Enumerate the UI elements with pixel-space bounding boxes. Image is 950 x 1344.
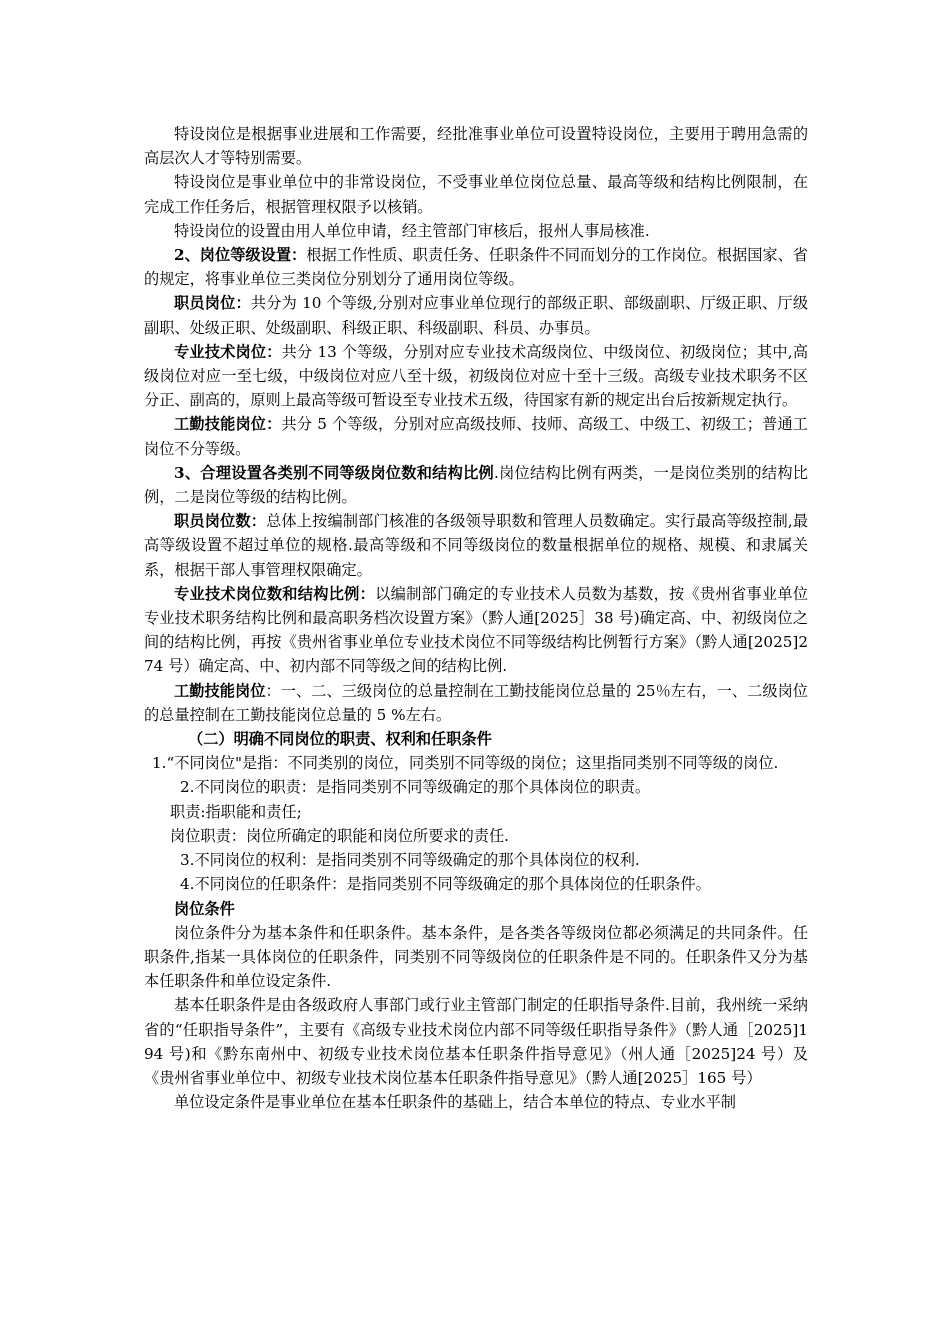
heading-technical-post: 专业技术岗位： [174, 342, 282, 361]
heading-skill-post-ratio: 工勤技能岗位 [174, 681, 266, 700]
paragraph-technical-post [144, 340, 808, 413]
paragraph-post-duties: 2.不同岗位的职责：是指同类别不同等级确定的那个具体岗位的职责。 [180, 778, 651, 797]
text-staff-post: 共分为 10 个等级,分别对应事业单位现行的部级正职、部级副职、厅级正职、厅级副职、处级正职、处级副职、科级正职、科级副职、科员、办事员。 [144, 294, 809, 337]
text-post-grade-setting: 根据工作性质、职责任务、任职条件不同而划分的工作岗位。根据国家、省的规定，将事业单位三类岗位分别划分了通用岗位等级。 [144, 246, 808, 289]
paragraph-staff-post-count [144, 509, 808, 582]
text-skill-post: 共分 5 个等级，分别对应高级技师、技师、高级工、中级工、初级工；普通工岗位不分等级。 [144, 415, 808, 458]
paragraph-post-qualifications: 4.不同岗位的任职条件：是指同类别不同等级确定的那个具体岗位的任职条件。 [180, 875, 711, 894]
paragraph-different-posts: 1.“不同岗位"是指：不同类别的岗位，同类别不同等级的岗位；这里指同类别不同等级的岗位. [152, 754, 779, 773]
heading-staff-post-count: 职员岗位数： [174, 512, 267, 531]
paragraph-basic-qualification: 基本任职条件是由各级政府人事部门或行业主管部门制定的任职指导条件.目前，我州统一采纳省的“任职指导条件”，主要有《高级专业技术岗位内部不同等级任职指导条件》（黔人通［2025]194 号)和《黔东南州中、初级专业技术岗位基本任职条件指导意见》（州人通［2025]24 号）及《贵州省事业单位中、初级专业技术岗位基本任职条件指导意见》（黔人通[2025］165 号） [144, 996, 808, 1087]
text-technical-post: 共分 13 个等级，分别对应专业技术高级岗位、中级岗位、初级岗位；其中,高级岗位对应一至七级，中级岗位对应八至十级，初级岗位对应十至十三级。高级专业技术职务不区分正、副高的，原则上最高等级可暂设至专业技术五级，待国家有新的规定出台后按新规定执行。 [144, 342, 809, 410]
heading-structure-ratio: 3、合理设置各类别不同等级岗位数和结构比例 [174, 463, 494, 482]
text-staff-post-count: 总体上按编制部门核准的各级领导职数和管理人员数确定。实行最高等级控制,最高等级设置不超过单位的规格.最高等级和不同等级岗位的数量根据单位的规格、规模、和隶属关系，根据干部人事管理权限确定。 [144, 512, 809, 579]
paragraph-staff-post [144, 291, 808, 339]
paragraph-post-duty-definition: 岗位职责：岗位所确定的职能和岗位所要求的责任. [170, 826, 509, 845]
paragraph-conditions-types: 岗位条件分为基本条件和任职条件。基本条件，是各类各等级岗位都必须满足的共同条件。任职条件,指某一具体岗位的任职条件，同类别不同等级岗位的任职条件是不同的。任职条件又分为基本任职条件和单位设定条件. [144, 923, 808, 991]
heading-post-conditions: 岗位条件 [174, 899, 235, 918]
paragraph-post-rights: 3.不同岗位的权利：是指同类别不同等级确定的那个具体岗位的权利. [180, 851, 640, 870]
paragraph-special-post-nature: 特设岗位是事业单位中的非常设岗位，不受事业单位岗位总量、最高等级和结构比例限制，在完成工作任务后，根据管理权限予以核销。 [144, 173, 808, 216]
paragraph-unit-conditions: 单位设定条件是事业单位在基本任职条件的基础上，结合本单位的特点、专业水平制 [174, 1093, 736, 1112]
paragraph-special-post-definition: 特设岗位是根据事业进展和工作需要，经批准事业单位可设置特设岗位，主要用于聘用急需的高层次人才等特别需要。 [144, 125, 808, 168]
paragraph-structure-ratio [144, 461, 808, 509]
text-structure-ratio: .岗位结构比例有两类，一是岗位类别的结构比例，二是岗位等级的结构比例。 [144, 463, 808, 507]
paragraph-duty-definition: 职责:指职能和责任; [170, 802, 302, 821]
section-heading-duties-rights: （二）明确不同岗位的职责、权利和任职条件 [188, 730, 492, 749]
paragraph-post-grade-setting [144, 243, 808, 291]
paragraph-skill-post-ratio [144, 679, 808, 727]
paragraph-special-post-approval: 特设岗位的设置由用人单位申请，经主管部门审核后，报州人事局核准. [174, 221, 650, 240]
text-skill-post-ratio: ：一、二、三级岗位的总量控制在工勤技能岗位总量的 25％左右，一、二级岗位的总量控制在工勤技能岗位总量的 5 %左右。 [144, 681, 808, 724]
paragraph-technical-post-ratio [144, 582, 808, 679]
heading-technical-post-ratio: 专业技术岗位数和结构比例： [174, 584, 376, 603]
heading-post-grade-setting: 2、岗位等级设置： [174, 246, 307, 265]
heading-staff-post: 职员岗位： [174, 294, 251, 313]
paragraph-skill-post [144, 412, 808, 460]
heading-skill-post: 工勤技能岗位： [174, 415, 282, 434]
text-technical-post-ratio: 以编制部门确定的专业技术人员数为基数，按《贵州省事业单位专业技术职务结构比例和最高职务档次设置方案》（黔人通[2025］38 号)确定高、中、初级岗位之间的结构比例，再按《贵州省事业单位专业技术岗位不同等级结构比例暂行方案》（黔人通[2025]274 号）确定高、中、初内部不同等级之间的结构比例. [144, 584, 809, 676]
